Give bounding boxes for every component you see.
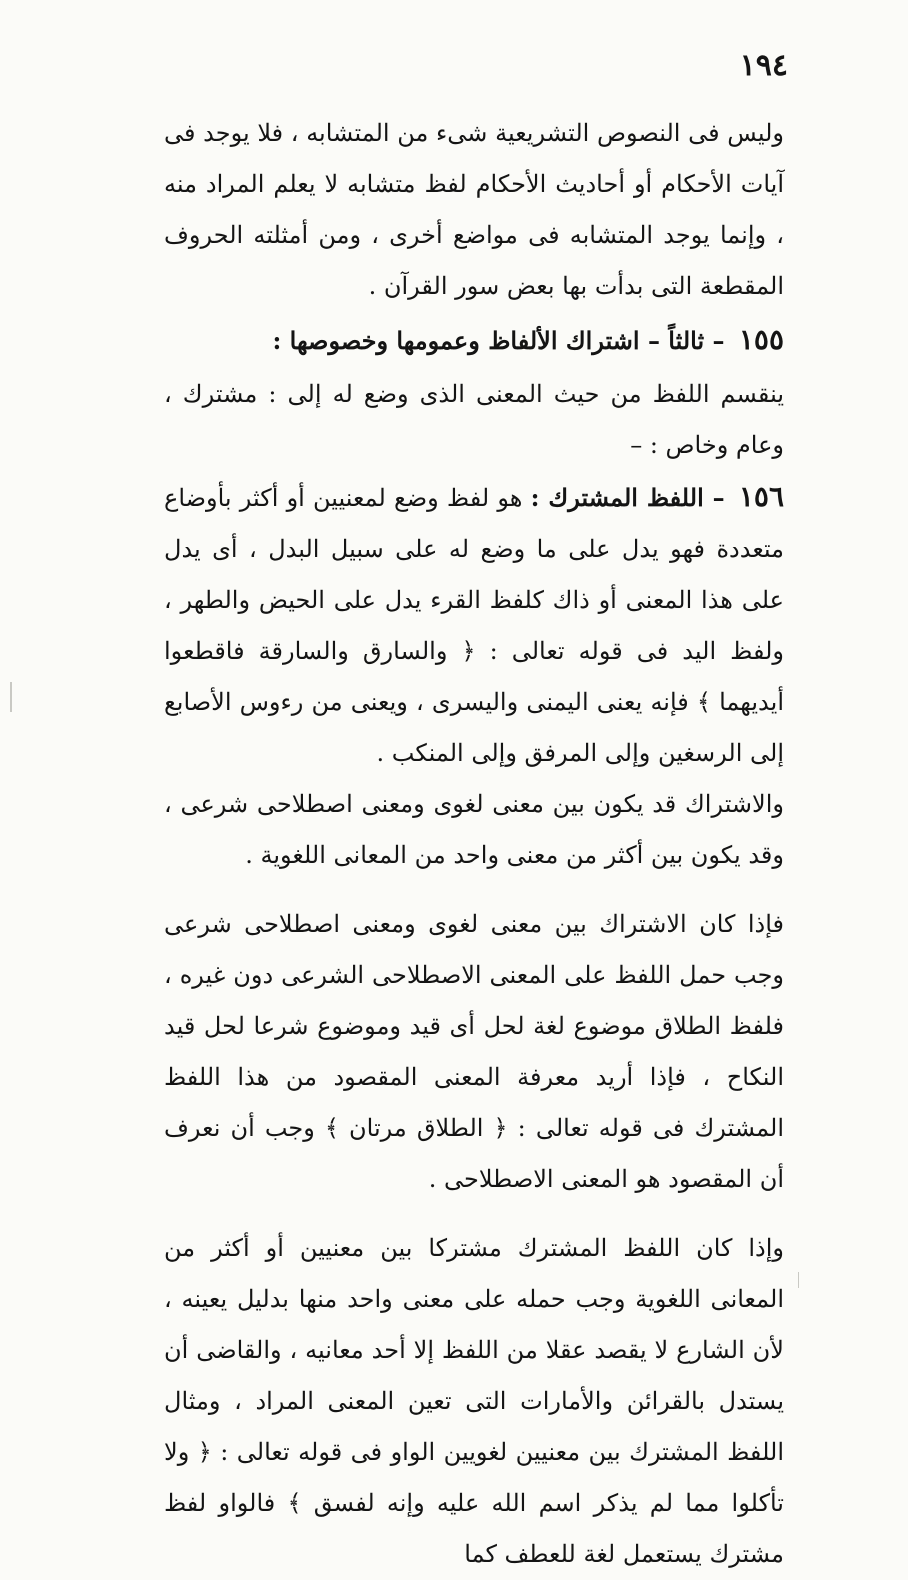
section-number-156: ١٥٦ xyxy=(738,480,784,513)
term-mushtarak: – اللفظ المشترك : xyxy=(530,483,725,512)
page-number: ١٩٤ xyxy=(739,48,788,83)
margin-mark xyxy=(798,1272,799,1288)
margin-mark xyxy=(10,682,12,712)
section-heading-155 xyxy=(164,312,784,369)
page-body xyxy=(164,108,784,1580)
section-number-155: ١٥٥ xyxy=(738,323,784,356)
paragraph-division: ينقسم اللفظ من حيث المعنى الذى وضع له إلى : مشترك ، وعام وخاص : – xyxy=(164,380,784,459)
section-title-155: – ثالثاً – اشتراك الألفاظ وعمومها وخصوصها : xyxy=(272,326,725,355)
paragraph-lughawi-istilahi: فإذا كان الاشتراك بين معنى لغوى ومعنى اصطلاحى شرعى وجب حمل اللفظ على المعنى الاصطلاحى الشرعى دون غيره ، فلفظ الطلاق موضوع لغة لحل أى قيد وموضوع شرعا لحل قيد النكاح ، فإذا أريد معرفة المعنى المقصود من هذا اللفظ المشترك فى قوله تعالى : ﴿ الطلاق مرتان ﴾ وجب أن نعرف أن المقصود هو المعنى الاصطلاحى . xyxy=(164,910,784,1193)
paragraph-maani-lughawiya: وإذا كان اللفظ المشترك مشتركا بين معنيين أو أكثر من المعانى اللغوية وجب حمله على معنى واحد منها بدليل يعينه ، لأن الشارع لا يقصد عقلا من اللفظ إلا أحد معانيه ، والقاضى أن يستدل بالقرائن والأمارات التى تعين المعنى المراد ، ومثال اللفظ المشترك بين معنيين لغويين الواو فى قوله تعالى : ﴿ ولا تأكلوا مما لم يذكر اسم الله عليه وإنه لفسق ﴾ فالواو لفظ مشترك يستعمل لغة للعطف كما xyxy=(164,1234,784,1568)
paragraph-mutashabih: وليس فى النصوص التشريعية شىء من المتشابه ، فلا يوجد فى آيات الأحكام أو أحاديث الأحكام لفظ متشابه لا يعلم المراد منه ، وإنما يوجد المتشابه فى مواضع أخرى ، ومن أمثلته الحروف المقطعة التى بدأت بها بعض سور القرآن . xyxy=(164,119,784,300)
paragraph-156 xyxy=(164,471,784,779)
paragraph-156-text: هو لفظ وضع لمعنيين أو أكثر بأوضاع متعددة فهو يدل على ما وضع له على سبيل البدل ، أى يدل على هذا المعنى أو ذاك كلفظ القرء يدل على الحيض والطهر ، ولفظ اليد فى قوله تعالى : ﴿ والسارق والسارقة فاقطعوا أيديهما ﴾ فإنه يعنى اليمنى واليسرى ، ويعنى من رءوس الأصابع إلى الرسغين وإلى المرفق وإلى المنكب . xyxy=(164,484,784,767)
paragraph-ishtirak: والاشتراك قد يكون بين معنى لغوى ومعنى اصطلاحى شرعى ، وقد يكون بين أكثر من معنى واحد من المعانى اللغوية . xyxy=(164,790,784,869)
